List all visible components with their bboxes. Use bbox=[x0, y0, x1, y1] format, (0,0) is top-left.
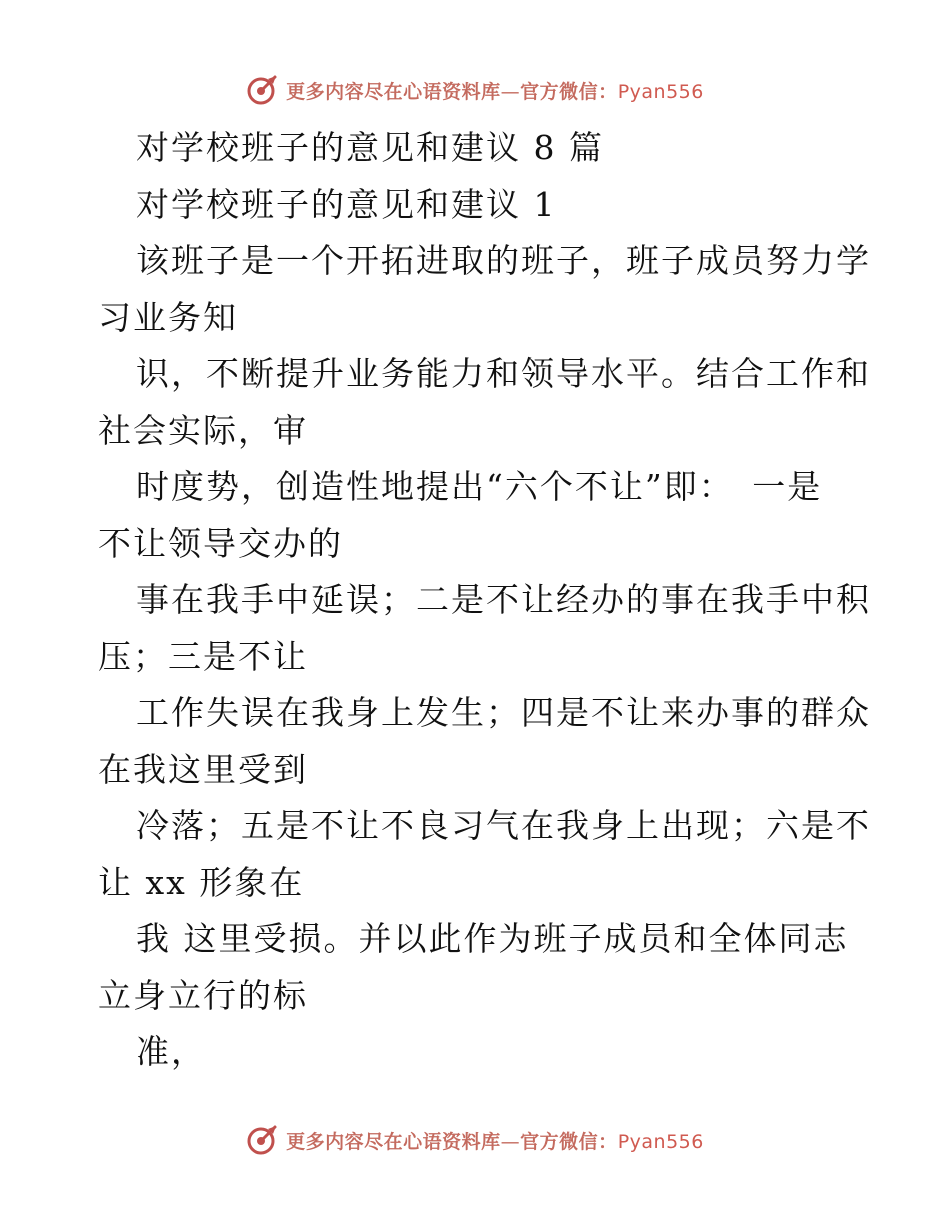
text-line: 该班子是一个开拓进取的班子，班子成员努力学 bbox=[136, 241, 871, 280]
document-title: 对学校班子的意见和建议 8 篇 bbox=[136, 128, 604, 167]
text-line: 在我这里受到 bbox=[98, 749, 308, 789]
watermark-account-id: Pyan556 bbox=[617, 80, 704, 103]
text-line: 时度势，创造性地提出“六个不让”即： 一是 bbox=[136, 467, 823, 506]
text-line: 工作失误在我身上发生；四是不让来办事的群众 bbox=[136, 693, 871, 732]
text-line: 事在我手中延误；二是不让经办的事在我手中积 bbox=[136, 580, 871, 619]
watermark-text bbox=[286, 1127, 704, 1154]
text-line: 准， bbox=[136, 1032, 206, 1071]
section-heading: 对学校班子的意见和建议 1 bbox=[136, 184, 557, 224]
text-line: 识，不断提升业务能力和领导水平。结合工作和 bbox=[136, 354, 871, 393]
text-line: 社会实际，审 bbox=[98, 410, 308, 450]
text-line: 让 xx 形象在 bbox=[98, 862, 305, 902]
text-line: 习业务知 bbox=[98, 297, 238, 337]
text-line: 立身立行的标 bbox=[98, 975, 308, 1015]
quill-pen-circle-icon bbox=[246, 73, 280, 107]
document-body bbox=[98, 120, 871, 1081]
text-line: 不让领导交办的 bbox=[98, 523, 343, 563]
quill-pen-circle-icon bbox=[246, 1123, 280, 1157]
watermark-suffix-text: 官方微信： bbox=[520, 1130, 618, 1153]
text-line: 我 这里受损。并以此作为班子成员和全体同志 bbox=[136, 919, 849, 958]
watermark-text bbox=[286, 77, 704, 104]
text-line: 压；三是不让 bbox=[98, 636, 308, 676]
watermark-account-id: Pyan556 bbox=[617, 1130, 704, 1153]
watermark-main-text: 更多内容尽在心语资料库 bbox=[286, 80, 501, 103]
footer-watermark bbox=[0, 1120, 950, 1160]
watermark-suffix-text: 官方微信： bbox=[520, 80, 618, 103]
watermark-separator: — bbox=[500, 1130, 521, 1153]
text-line: 冷落；五是不让不良习气在我身上出现；六是不 bbox=[136, 806, 871, 845]
watermark-main-text: 更多内容尽在心语资料库 bbox=[286, 1130, 501, 1153]
watermark-separator: — bbox=[500, 80, 521, 103]
header-watermark bbox=[0, 70, 950, 110]
